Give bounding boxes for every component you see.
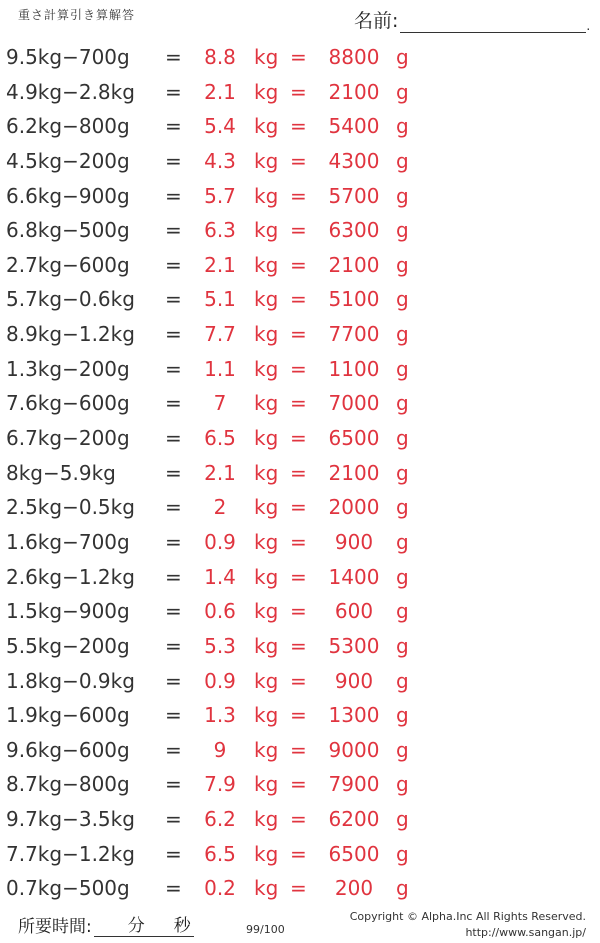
answer-g: 5300 (328, 633, 380, 658)
problem-expression: 1.5kg−900g (6, 599, 130, 624)
unit-g: g (396, 668, 409, 693)
problem-expression: 1.9kg−600g (6, 703, 130, 728)
unit-g: g (396, 460, 409, 485)
answer-kg: 6.3 (204, 218, 236, 243)
unit-kg: kg (254, 114, 279, 139)
answer-g: 600 (334, 599, 374, 624)
answer-kg: 6.2 (204, 807, 236, 832)
unit-kg: kg (254, 79, 279, 104)
answer-kg: 0.2 (204, 876, 236, 901)
time-taken-field (18, 912, 194, 937)
unit-kg: kg (254, 841, 279, 866)
answer-kg: 4.3 (204, 148, 236, 173)
answer-g: 7000 (328, 391, 380, 416)
unit-kg: kg (254, 356, 279, 381)
time-taken-label: 所要時間: (18, 917, 92, 937)
minutes-label: 分 (127, 916, 145, 936)
unit-kg: kg (254, 529, 279, 554)
equals-sign: = (165, 460, 182, 485)
equals-sign: = (165, 426, 182, 451)
answer-g: 7700 (328, 322, 380, 347)
unit-g: g (396, 703, 409, 728)
equals-sign: = (290, 114, 307, 139)
time-blank-line (94, 916, 194, 937)
answer-kg: 2.1 (204, 79, 236, 104)
problem-expression: 5.7kg−0.6kg (6, 287, 135, 312)
problem-row (0, 629, 600, 664)
unit-kg: kg (254, 599, 279, 624)
answer-g: 6500 (328, 426, 380, 451)
name-line-end-dot: . (586, 19, 591, 33)
answer-kg: 0.9 (204, 668, 236, 693)
problem-expression: 9.5kg−700g (6, 45, 130, 69)
unit-kg: kg (254, 633, 279, 658)
problem-row (0, 179, 600, 214)
equals-sign: = (165, 148, 182, 173)
equals-sign: = (165, 391, 182, 416)
equals-sign: = (290, 668, 307, 693)
unit-g: g (396, 495, 409, 520)
problem-row (0, 802, 600, 837)
equals-sign: = (290, 633, 307, 658)
copyright-notice: Copyright © Alpha.Inc All Rights Reserved. (349, 910, 586, 923)
problem-expression: 1.6kg−700g (6, 529, 130, 554)
answer-g: 4300 (328, 148, 380, 173)
equals-sign: = (290, 426, 307, 451)
problem-row (0, 144, 600, 179)
problem-list (0, 40, 600, 906)
answer-g: 1300 (328, 703, 380, 728)
problem-expression: 6.6kg−900g (6, 183, 130, 208)
answer-kg: 8.8 (204, 45, 236, 69)
equals-sign: = (290, 772, 307, 797)
problem-expression: 0.7kg−500g (6, 876, 130, 901)
answer-g: 5100 (328, 287, 380, 312)
problem-expression: 4.5kg−200g (6, 148, 130, 173)
unit-kg: kg (254, 322, 279, 347)
answer-kg: 2.1 (204, 252, 236, 277)
problem-row (0, 317, 600, 352)
answer-g: 2100 (328, 79, 380, 104)
answer-kg: 9 (213, 737, 227, 762)
answer-g: 9000 (328, 737, 380, 762)
answer-g: 900 (334, 529, 374, 554)
equals-sign: = (290, 599, 307, 624)
unit-g: g (396, 807, 409, 832)
equals-sign: = (290, 564, 307, 589)
problem-expression: 2.7kg−600g (6, 252, 130, 277)
equals-sign: = (290, 529, 307, 554)
problem-row (0, 490, 600, 525)
unit-kg: kg (254, 391, 279, 416)
answer-g: 5700 (328, 183, 380, 208)
problem-row (0, 248, 600, 283)
equals-sign: = (165, 841, 182, 866)
equals-sign: = (290, 218, 307, 243)
unit-g: g (396, 356, 409, 381)
equals-sign: = (165, 287, 182, 312)
answer-kg: 5.4 (204, 114, 236, 139)
unit-kg: kg (254, 495, 279, 520)
problem-expression: 7.7kg−1.2kg (6, 841, 135, 866)
problem-expression: 6.2kg−800g (6, 114, 130, 139)
problem-row (0, 213, 600, 248)
unit-g: g (396, 772, 409, 797)
problem-row (0, 109, 600, 144)
problem-row (0, 421, 600, 456)
unit-kg: kg (254, 287, 279, 312)
answer-g: 2100 (328, 460, 380, 485)
problem-row (0, 664, 600, 699)
unit-g: g (396, 79, 409, 104)
problem-expression: 6.8kg−500g (6, 218, 130, 243)
equals-sign: = (290, 703, 307, 728)
unit-g: g (396, 426, 409, 451)
unit-kg: kg (254, 807, 279, 832)
problem-expression: 8kg−5.9kg (6, 460, 116, 485)
equals-sign: = (165, 322, 182, 347)
answer-kg: 7.9 (204, 772, 236, 797)
equals-sign: = (290, 148, 307, 173)
unit-kg: kg (254, 772, 279, 797)
equals-sign: = (290, 45, 307, 69)
equals-sign: = (290, 807, 307, 832)
problem-expression: 1.3kg−200g (6, 356, 130, 381)
equals-sign: = (165, 356, 182, 381)
problem-row (0, 456, 600, 491)
equals-sign: = (290, 876, 307, 901)
problem-expression: 9.7kg−3.5kg (6, 807, 135, 832)
answer-g: 1100 (328, 356, 380, 381)
unit-kg: kg (254, 564, 279, 589)
name-blank-line (400, 14, 586, 33)
worksheet-title: 重さ計算引き算解答 (18, 8, 136, 22)
problem-row (0, 767, 600, 802)
problem-expression: 8.9kg−1.2kg (6, 322, 135, 347)
problem-row (0, 837, 600, 872)
equals-sign: = (165, 564, 182, 589)
name-label: 名前: (354, 10, 399, 32)
answer-g: 7900 (328, 772, 380, 797)
equals-sign: = (290, 391, 307, 416)
equals-sign: = (290, 737, 307, 762)
equals-sign: = (290, 183, 307, 208)
equals-sign: = (290, 356, 307, 381)
problem-expression: 6.7kg−200g (6, 426, 130, 451)
problem-row (0, 594, 600, 629)
answer-g: 6500 (328, 841, 380, 866)
equals-sign: = (165, 772, 182, 797)
answer-kg: 1.3 (204, 703, 236, 728)
equals-sign: = (165, 495, 182, 520)
answer-kg: 0.6 (204, 599, 236, 624)
equals-sign: = (165, 114, 182, 139)
unit-kg: kg (254, 876, 279, 901)
equals-sign: = (165, 876, 182, 901)
unit-g: g (396, 148, 409, 173)
unit-g: g (396, 633, 409, 658)
answer-kg: 7.7 (204, 322, 236, 347)
problem-expression: 4.9kg−2.8kg (6, 79, 135, 104)
unit-kg: kg (254, 183, 279, 208)
problem-expression: 7.6kg−600g (6, 391, 130, 416)
equals-sign: = (165, 668, 182, 693)
answer-kg: 6.5 (204, 841, 236, 866)
equals-sign: = (165, 807, 182, 832)
unit-kg: kg (254, 703, 279, 728)
problem-expression: 1.8kg−0.9kg (6, 668, 135, 693)
problem-row (0, 733, 600, 768)
equals-sign: = (290, 495, 307, 520)
equals-sign: = (165, 45, 182, 69)
answer-kg: 7 (213, 391, 227, 416)
equals-sign: = (165, 633, 182, 658)
problem-row (0, 282, 600, 317)
unit-kg: kg (254, 45, 279, 69)
unit-g: g (396, 183, 409, 208)
unit-g: g (396, 114, 409, 139)
answer-kg: 2.1 (204, 460, 236, 485)
page-count: 99/100 (246, 923, 285, 936)
name-field (354, 6, 590, 33)
equals-sign: = (290, 252, 307, 277)
equals-sign: = (290, 841, 307, 866)
answer-kg: 1.1 (204, 356, 236, 381)
problem-expression: 2.6kg−1.2kg (6, 564, 135, 589)
equals-sign: = (290, 79, 307, 104)
problem-row (0, 352, 600, 387)
unit-kg: kg (254, 426, 279, 451)
equals-sign: = (165, 737, 182, 762)
unit-g: g (396, 252, 409, 277)
problem-expression: 2.5kg−0.5kg (6, 495, 135, 520)
unit-kg: kg (254, 218, 279, 243)
unit-kg: kg (254, 252, 279, 277)
problem-row (0, 525, 600, 560)
equals-sign: = (165, 703, 182, 728)
equals-sign: = (165, 183, 182, 208)
unit-g: g (396, 45, 409, 69)
unit-g: g (396, 322, 409, 347)
unit-kg: kg (254, 737, 279, 762)
unit-g: g (396, 876, 409, 901)
equals-sign: = (165, 79, 182, 104)
answer-kg: 2 (213, 495, 227, 520)
answer-g: 2000 (328, 495, 380, 520)
answer-kg: 5.7 (204, 183, 236, 208)
answer-kg: 5.1 (204, 287, 236, 312)
answer-g: 900 (334, 668, 374, 693)
unit-g: g (396, 737, 409, 762)
unit-g: g (396, 529, 409, 554)
unit-g: g (396, 841, 409, 866)
unit-kg: kg (254, 460, 279, 485)
equals-sign: = (165, 252, 182, 277)
answer-g: 6200 (328, 807, 380, 832)
problem-expression: 5.5kg−200g (6, 633, 130, 658)
unit-kg: kg (254, 148, 279, 173)
unit-g: g (396, 287, 409, 312)
seconds-label: 秒 (173, 916, 191, 936)
problem-expression: 9.6kg−600g (6, 737, 130, 762)
answer-g: 1400 (328, 564, 380, 589)
problem-row (0, 698, 600, 733)
answer-kg: 0.9 (204, 529, 236, 554)
site-url: http://www.sangan.jp/ (465, 926, 586, 939)
unit-g: g (396, 564, 409, 589)
problem-row (0, 386, 600, 421)
answer-kg: 6.5 (204, 426, 236, 451)
equals-sign: = (165, 218, 182, 243)
equals-sign: = (165, 599, 182, 624)
problem-row (0, 560, 600, 595)
problem-row (0, 40, 600, 75)
unit-g: g (396, 599, 409, 624)
answer-g: 8800 (328, 45, 380, 69)
equals-sign: = (290, 460, 307, 485)
unit-g: g (396, 391, 409, 416)
unit-g: g (396, 218, 409, 243)
answer-g: 2100 (328, 252, 380, 277)
equals-sign: = (290, 287, 307, 312)
problem-row (0, 871, 600, 906)
problem-expression: 8.7kg−800g (6, 772, 130, 797)
answer-g: 6300 (328, 218, 380, 243)
answer-g: 5400 (328, 114, 380, 139)
equals-sign: = (290, 322, 307, 347)
answer-kg: 1.4 (204, 564, 236, 589)
problem-row (0, 75, 600, 110)
unit-kg: kg (254, 668, 279, 693)
answer-kg: 5.3 (204, 633, 236, 658)
equals-sign: = (165, 529, 182, 554)
answer-g: 200 (334, 876, 374, 901)
